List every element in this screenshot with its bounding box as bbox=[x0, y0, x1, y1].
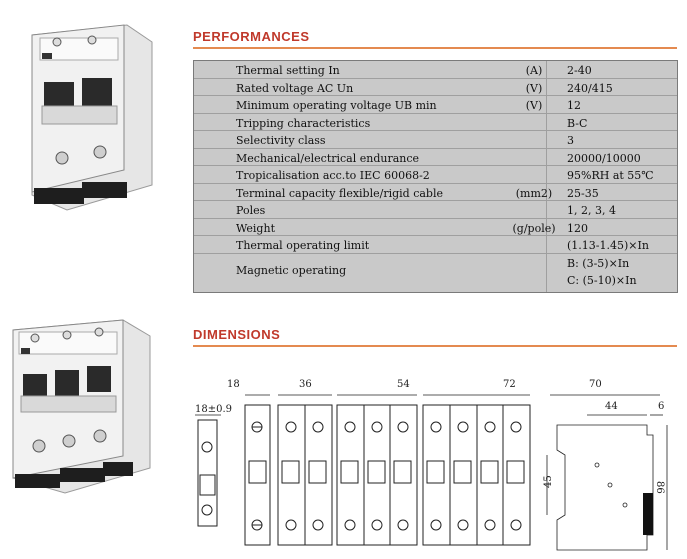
performance-row bbox=[194, 96, 677, 114]
performance-name: Terminal capacity flexible/rigid cable bbox=[236, 186, 443, 200]
performance-unit: (mm2) bbox=[515, 186, 553, 200]
performance-value: 25-35 bbox=[567, 186, 599, 200]
dimensions-title: DIMENSIONS bbox=[193, 327, 281, 342]
performance-name: Weight bbox=[236, 221, 275, 235]
performance-row bbox=[194, 236, 677, 254]
performance-row bbox=[194, 114, 677, 132]
front-depth-label: 44 bbox=[605, 401, 618, 412]
performance-unit: (A) bbox=[525, 64, 543, 77]
performance-name: Magnetic operating bbox=[236, 264, 347, 277]
dimensions-rule bbox=[193, 345, 677, 347]
performance-value: 95%RH at 55℃ bbox=[567, 169, 654, 182]
module-2-pole bbox=[278, 405, 332, 545]
pole-width-label: 18±0.9 bbox=[195, 404, 233, 415]
performance-value: 1, 2, 3, 4 bbox=[567, 204, 616, 217]
single-pole-front-view bbox=[195, 404, 232, 526]
performance-value: 12 bbox=[567, 99, 581, 112]
module-3-pole bbox=[337, 405, 417, 545]
performance-name: Mechanical/electrical endurance bbox=[236, 151, 420, 165]
performance-name: Tropicalisation acc.to IEC 60068-2 bbox=[236, 169, 430, 182]
performance-value: 3 bbox=[567, 134, 574, 147]
width-label-36: 36 bbox=[299, 379, 312, 390]
performance-unit: (V) bbox=[525, 81, 543, 95]
performances-table bbox=[193, 60, 678, 293]
width-label-72: 72 bbox=[503, 379, 516, 390]
performance-unit: (g/pole) bbox=[512, 221, 556, 235]
side-view-drawing bbox=[543, 379, 667, 550]
performances-title: PERFORMANCES bbox=[193, 29, 310, 44]
performance-name: Rated voltage AC Un bbox=[236, 81, 354, 95]
dimensions-drawing bbox=[185, 375, 680, 555]
performance-value: B-C bbox=[567, 116, 588, 130]
performance-value: B: (3-5)×In bbox=[567, 256, 630, 270]
performance-row bbox=[194, 184, 677, 202]
width-label-54: 54 bbox=[397, 379, 410, 390]
two-pole-breaker-image bbox=[12, 20, 157, 220]
module-4-pole bbox=[423, 405, 530, 545]
three-pole-breaker-image bbox=[5, 318, 155, 503]
performance-name: Thermal setting In bbox=[236, 64, 340, 77]
performance-name: Minimum operating voltage UB min bbox=[236, 99, 437, 112]
performance-row bbox=[194, 79, 677, 97]
module-1-pole bbox=[245, 405, 270, 545]
performance-row bbox=[194, 149, 677, 167]
performance-name: Selectivity class bbox=[236, 134, 326, 147]
rail-height-label: 45 bbox=[543, 475, 554, 488]
performance-name: Thermal operating limit bbox=[236, 239, 370, 252]
performance-row bbox=[194, 166, 677, 184]
performance-row bbox=[194, 131, 677, 149]
performance-name: Tripping characteristics bbox=[236, 116, 371, 130]
performance-value: 20000/10000 bbox=[567, 151, 641, 165]
performance-row bbox=[194, 219, 677, 237]
performance-value: 2-40 bbox=[567, 64, 592, 77]
performance-row bbox=[194, 201, 677, 219]
performance-value: 120 bbox=[567, 221, 588, 235]
performance-row bbox=[194, 254, 677, 289]
performance-unit: (V) bbox=[525, 99, 543, 112]
performance-name: Poles bbox=[236, 204, 266, 217]
performance-value: (1.13-1.45)×In bbox=[567, 239, 649, 252]
lip-label: 6 bbox=[658, 401, 665, 412]
width-label-18: 18 bbox=[227, 379, 240, 390]
performances-rule bbox=[193, 47, 677, 49]
height-label: 86 bbox=[654, 481, 665, 494]
depth-label: 70 bbox=[589, 379, 602, 390]
performance-row bbox=[194, 61, 677, 79]
performance-value: 240/415 bbox=[567, 81, 613, 95]
performance-value-secondary: C: (5-10)×In bbox=[567, 274, 637, 287]
